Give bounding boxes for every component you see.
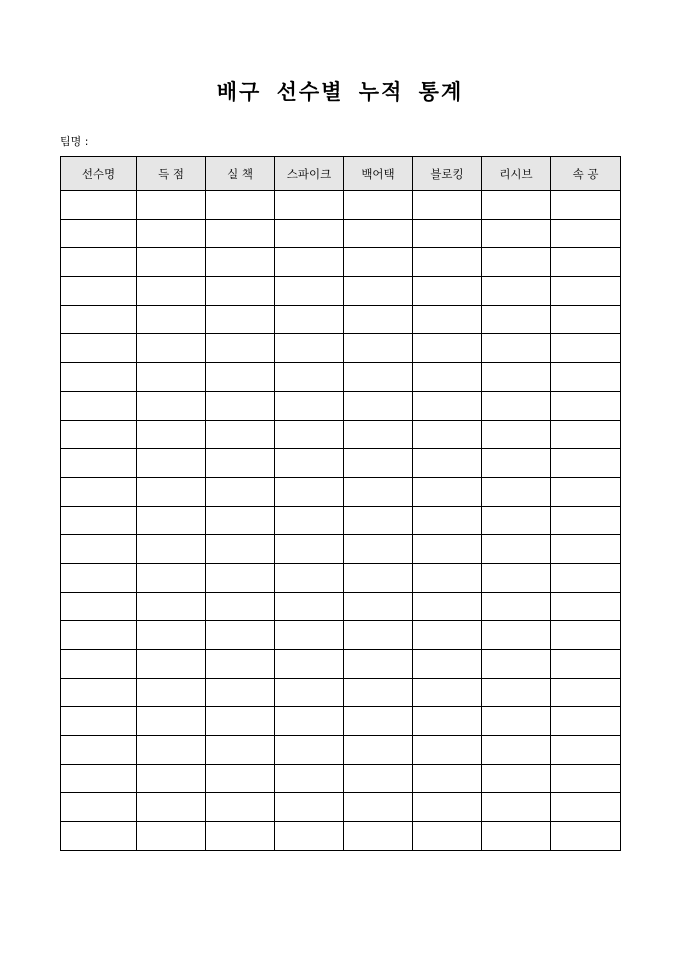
header-quick-attack: 속 공 — [551, 157, 621, 191]
table-cell[interactable] — [344, 334, 413, 363]
table-cell[interactable] — [551, 535, 621, 564]
table-cell[interactable] — [413, 363, 482, 392]
table-cell[interactable] — [206, 621, 275, 650]
table-cell[interactable] — [551, 678, 621, 707]
table-cell[interactable] — [206, 736, 275, 765]
table-cell[interactable] — [275, 793, 344, 822]
table-cell[interactable] — [206, 391, 275, 420]
table-cell[interactable] — [206, 506, 275, 535]
table-cell[interactable] — [61, 277, 137, 306]
table-cell[interactable] — [206, 592, 275, 621]
table-cell[interactable] — [551, 334, 621, 363]
table-row — [61, 305, 621, 334]
table-cell[interactable] — [482, 678, 551, 707]
table-cell[interactable] — [482, 650, 551, 679]
table-cell[interactable] — [482, 535, 551, 564]
table-cell[interactable] — [275, 563, 344, 592]
table-row — [61, 477, 621, 506]
table-cell[interactable] — [206, 707, 275, 736]
table-cell[interactable] — [275, 420, 344, 449]
table-cell[interactable] — [551, 822, 621, 851]
table-cell[interactable] — [137, 678, 206, 707]
table-cell[interactable] — [206, 219, 275, 248]
table-cell[interactable] — [413, 793, 482, 822]
table-row — [61, 391, 621, 420]
table-cell[interactable] — [275, 391, 344, 420]
table-cell[interactable] — [275, 305, 344, 334]
table-cell[interactable] — [413, 650, 482, 679]
table-cell[interactable] — [61, 822, 137, 851]
table-cell[interactable] — [482, 277, 551, 306]
table-cell[interactable] — [61, 363, 137, 392]
table-cell[interactable] — [137, 506, 206, 535]
header-spike: 스파이크 — [275, 157, 344, 191]
table-cell[interactable] — [275, 334, 344, 363]
table-cell[interactable] — [551, 506, 621, 535]
table-row — [61, 277, 621, 306]
table-cell[interactable] — [482, 592, 551, 621]
table-cell[interactable] — [413, 563, 482, 592]
table-cell[interactable] — [275, 764, 344, 793]
table-cell[interactable] — [61, 449, 137, 478]
table-cell[interactable] — [275, 736, 344, 765]
stats-table — [60, 156, 621, 851]
table-cell[interactable] — [413, 191, 482, 220]
header-blocking: 블로킹 — [413, 157, 482, 191]
table-cell[interactable] — [482, 305, 551, 334]
table-cell[interactable] — [137, 477, 206, 506]
table-row — [61, 563, 621, 592]
table-cell[interactable] — [275, 277, 344, 306]
header-player-name: 선수명 — [61, 157, 137, 191]
table-cell[interactable] — [61, 506, 137, 535]
table-cell[interactable] — [61, 764, 137, 793]
table-cell[interactable] — [344, 363, 413, 392]
table-cell[interactable] — [413, 248, 482, 277]
table-cell[interactable] — [61, 650, 137, 679]
table-cell[interactable] — [275, 621, 344, 650]
table-cell[interactable] — [137, 764, 206, 793]
table-cell[interactable] — [275, 535, 344, 564]
table-row — [61, 420, 621, 449]
table-cell[interactable] — [137, 191, 206, 220]
table-row — [61, 678, 621, 707]
table-cell[interactable] — [344, 650, 413, 679]
table-cell[interactable] — [482, 506, 551, 535]
table-cell[interactable] — [551, 707, 621, 736]
table-cell[interactable] — [344, 678, 413, 707]
table-cell[interactable] — [61, 248, 137, 277]
table-cell[interactable] — [275, 822, 344, 851]
table-cell[interactable] — [482, 793, 551, 822]
table-cell[interactable] — [275, 219, 344, 248]
table-cell[interactable] — [344, 248, 413, 277]
table-row — [61, 650, 621, 679]
table-cell[interactable] — [137, 391, 206, 420]
table-cell[interactable] — [413, 391, 482, 420]
table-cell[interactable] — [482, 764, 551, 793]
header-back-attack: 백어택 — [344, 157, 413, 191]
table-cell[interactable] — [482, 449, 551, 478]
table-cell[interactable] — [344, 420, 413, 449]
table-cell[interactable] — [344, 219, 413, 248]
table-cell[interactable] — [413, 678, 482, 707]
table-cell[interactable] — [137, 535, 206, 564]
table-cell[interactable] — [61, 793, 137, 822]
table-cell[interactable] — [275, 506, 344, 535]
table-cell[interactable] — [61, 219, 137, 248]
table-cell[interactable] — [137, 219, 206, 248]
table-cell[interactable] — [482, 334, 551, 363]
table-cell[interactable] — [344, 764, 413, 793]
table-cell[interactable] — [413, 477, 482, 506]
document-title: 배구 선수별 누적 통계 — [216, 79, 464, 104]
table-cell[interactable] — [413, 764, 482, 793]
table-cell[interactable] — [344, 793, 413, 822]
table-cell[interactable] — [275, 248, 344, 277]
table-cell[interactable] — [482, 219, 551, 248]
table-row — [61, 191, 621, 220]
table-cell[interactable] — [206, 363, 275, 392]
table-cell[interactable] — [413, 334, 482, 363]
table-cell[interactable] — [344, 277, 413, 306]
table-cell[interactable] — [137, 736, 206, 765]
table-cell[interactable] — [206, 793, 275, 822]
table-cell[interactable] — [482, 736, 551, 765]
table-cell[interactable] — [61, 305, 137, 334]
table-cell[interactable] — [344, 191, 413, 220]
table-cell[interactable] — [413, 822, 482, 851]
table-cell[interactable] — [413, 707, 482, 736]
table-cell[interactable] — [551, 764, 621, 793]
table-cell[interactable] — [206, 305, 275, 334]
table-row — [61, 736, 621, 765]
table-cell[interactable] — [275, 477, 344, 506]
table-cell[interactable] — [206, 248, 275, 277]
table-cell[interactable] — [137, 592, 206, 621]
table-row — [61, 764, 621, 793]
table-cell[interactable] — [275, 592, 344, 621]
table-cell[interactable] — [61, 621, 137, 650]
table-cell[interactable] — [137, 707, 206, 736]
header-errors: 실 책 — [206, 157, 275, 191]
table-cell[interactable] — [275, 191, 344, 220]
table-row — [61, 793, 621, 822]
header-points: 득 점 — [137, 157, 206, 191]
table-cell[interactable] — [551, 621, 621, 650]
table-cell[interactable] — [344, 621, 413, 650]
team-name-label: 팀명 : — [60, 135, 89, 148]
table-cell[interactable] — [137, 563, 206, 592]
table-cell[interactable] — [206, 822, 275, 851]
table-cell[interactable] — [551, 391, 621, 420]
table-cell[interactable] — [61, 477, 137, 506]
table-cell[interactable] — [61, 391, 137, 420]
table-cell[interactable] — [61, 736, 137, 765]
table-cell[interactable] — [275, 363, 344, 392]
table-cell[interactable] — [344, 305, 413, 334]
table-cell[interactable] — [206, 334, 275, 363]
table-row — [61, 363, 621, 392]
table-cell[interactable] — [482, 363, 551, 392]
table-cell[interactable] — [413, 219, 482, 248]
table-cell[interactable] — [61, 334, 137, 363]
table-cell[interactable] — [344, 391, 413, 420]
table-row — [61, 334, 621, 363]
table-cell[interactable] — [344, 563, 413, 592]
table-row — [61, 822, 621, 851]
table-row — [61, 535, 621, 564]
table-cell[interactable] — [206, 277, 275, 306]
table-cell[interactable] — [344, 822, 413, 851]
table-cell[interactable] — [344, 535, 413, 564]
table-cell[interactable] — [137, 621, 206, 650]
table-cell[interactable] — [137, 420, 206, 449]
table-cell[interactable] — [61, 678, 137, 707]
table-cell[interactable] — [344, 477, 413, 506]
table-cell[interactable] — [61, 592, 137, 621]
table-cell[interactable] — [551, 219, 621, 248]
table-cell[interactable] — [275, 650, 344, 679]
table-cell[interactable] — [137, 793, 206, 822]
table-cell[interactable] — [275, 449, 344, 478]
table-cell[interactable] — [206, 535, 275, 564]
table-cell[interactable] — [551, 650, 621, 679]
table-cell[interactable] — [551, 736, 621, 765]
table-cell[interactable] — [482, 822, 551, 851]
table-cell[interactable] — [551, 793, 621, 822]
table-cell[interactable] — [275, 678, 344, 707]
table-cell[interactable] — [137, 449, 206, 478]
table-cell[interactable] — [137, 822, 206, 851]
table-cell[interactable] — [413, 420, 482, 449]
table-cell[interactable] — [551, 449, 621, 478]
table-row — [61, 621, 621, 650]
table-cell[interactable] — [206, 420, 275, 449]
table-cell[interactable] — [61, 535, 137, 564]
table-cell[interactable] — [482, 563, 551, 592]
table-cell[interactable] — [551, 420, 621, 449]
table-cell[interactable] — [482, 248, 551, 277]
table-cell[interactable] — [344, 592, 413, 621]
table-cell[interactable] — [137, 305, 206, 334]
table-cell[interactable] — [206, 764, 275, 793]
table-cell[interactable] — [413, 535, 482, 564]
header-receive: 리시브 — [482, 157, 551, 191]
table-cell[interactable] — [206, 678, 275, 707]
table-cell[interactable] — [413, 592, 482, 621]
table-cell[interactable] — [206, 563, 275, 592]
table-cell[interactable] — [206, 449, 275, 478]
table-cell[interactable] — [137, 363, 206, 392]
table-cell[interactable] — [551, 191, 621, 220]
stats-table-body — [61, 191, 621, 851]
table-cell[interactable] — [551, 305, 621, 334]
table-row — [61, 592, 621, 621]
table-cell[interactable] — [206, 650, 275, 679]
table-cell[interactable] — [413, 277, 482, 306]
table-cell[interactable] — [413, 449, 482, 478]
table-cell[interactable] — [413, 621, 482, 650]
table-row — [61, 248, 621, 277]
table-cell[interactable] — [413, 305, 482, 334]
table-cell[interactable] — [275, 707, 344, 736]
table-cell[interactable] — [482, 191, 551, 220]
table-cell[interactable] — [344, 736, 413, 765]
table-cell[interactable] — [482, 707, 551, 736]
table-cell[interactable] — [551, 592, 621, 621]
table-row — [61, 449, 621, 478]
table-cell[interactable] — [137, 248, 206, 277]
header-row — [61, 157, 621, 191]
table-row — [61, 506, 621, 535]
table-cell[interactable] — [551, 248, 621, 277]
table-cell[interactable] — [61, 563, 137, 592]
table-cell[interactable] — [344, 506, 413, 535]
table-cell[interactable] — [551, 277, 621, 306]
table-cell[interactable] — [206, 191, 275, 220]
table-cell[interactable] — [344, 449, 413, 478]
table-cell[interactable] — [551, 563, 621, 592]
table-cell[interactable] — [61, 707, 137, 736]
table-cell[interactable] — [137, 277, 206, 306]
table-cell[interactable] — [482, 391, 551, 420]
table-cell[interactable] — [551, 477, 621, 506]
table-cell[interactable] — [344, 707, 413, 736]
table-cell[interactable] — [413, 736, 482, 765]
table-cell[interactable] — [482, 420, 551, 449]
table-cell[interactable] — [482, 621, 551, 650]
table-row — [61, 707, 621, 736]
table-cell[interactable] — [206, 477, 275, 506]
table-cell[interactable] — [482, 477, 551, 506]
table-cell[interactable] — [61, 191, 137, 220]
table-cell[interactable] — [551, 363, 621, 392]
table-cell[interactable] — [137, 334, 206, 363]
table-cell[interactable] — [137, 650, 206, 679]
table-cell[interactable] — [61, 420, 137, 449]
table-row — [61, 219, 621, 248]
table-cell[interactable] — [413, 506, 482, 535]
